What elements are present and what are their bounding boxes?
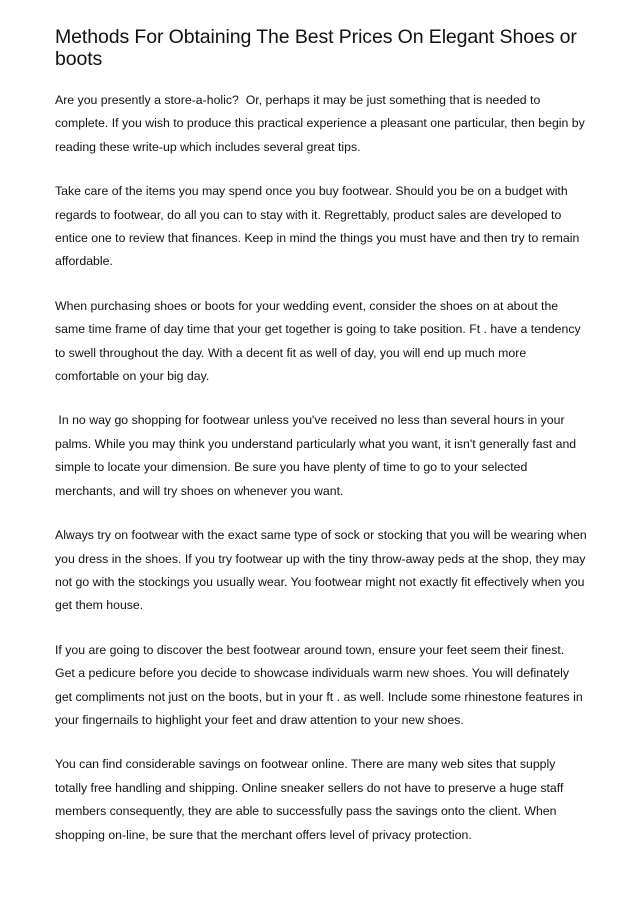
paragraph-2: Take care of the items you may spend once you buy footwear. Should you be on a budget with regards to footwear, do all you can to stay with it. Regrettably, product sales are developed to entice one to review that finances. Keep in mind the things you must have and then try to remain affordable. xyxy=(55,184,583,269)
paragraph-1: Are you presently a store-a-holic? Or, perhaps it may be just something that is needed to complete. If you wish to produce this practical experience a pleasant one particular, then begin by reading these write-up which includes several great tips. xyxy=(55,93,589,154)
paragraph-5: Always try on footwear with the exact same type of sock or stocking that you will be wearing when you dress in the shoes. If you try footwear up with the tiny throw-away peds at the shop, they may not go with the stockings you usually wear. You footwear might not exactly fit effectively when you get them house. xyxy=(55,528,591,613)
paragraph-7: You can find considerable savings on footwear online. There are many web sites that supply totally free handling and shipping. Online sneaker sellers do not have to preserve a huge staff members consequently, they are able to successfully pass the savings onto the client. When shopping on-line, be sure that the merchant offers level of privacy protection. xyxy=(55,757,567,842)
paragraph-3: When purchasing shoes or boots for your wedding event, consider the shoes on at about the same time frame of day time that your get together is going to take position. Ft . have a tendency to swell throughout the day. With a decent fit as well of day, you will end up much more comfortable on your big day. xyxy=(55,298,585,384)
document-title: Methods For Obtaining The Best Prices On Elegant Shoes or boots xyxy=(55,26,577,70)
document-body xyxy=(55,89,591,847)
document-page xyxy=(55,26,591,868)
paragraph-4: In no way go shopping for footwear unless you've received no less than several hours in your palms. While you may think you understand particularly what you want, it isn't generally fast and simple to locate your dimension. Be sure you have plenty of time to go to your selected merchants, and will try shoes on whenever you want. xyxy=(55,413,580,498)
paragraph-6: If you are going to discover the best footwear around town, ensure your feet seem their finest. Get a pedicure before you decide to showcase individuals warm new shoes. You will definately get compliments not just on the boots, but in your ft . as well. Include some rhinestone features in your fingernails to highlight your feet and draw attention to your new shoes. xyxy=(55,642,587,727)
